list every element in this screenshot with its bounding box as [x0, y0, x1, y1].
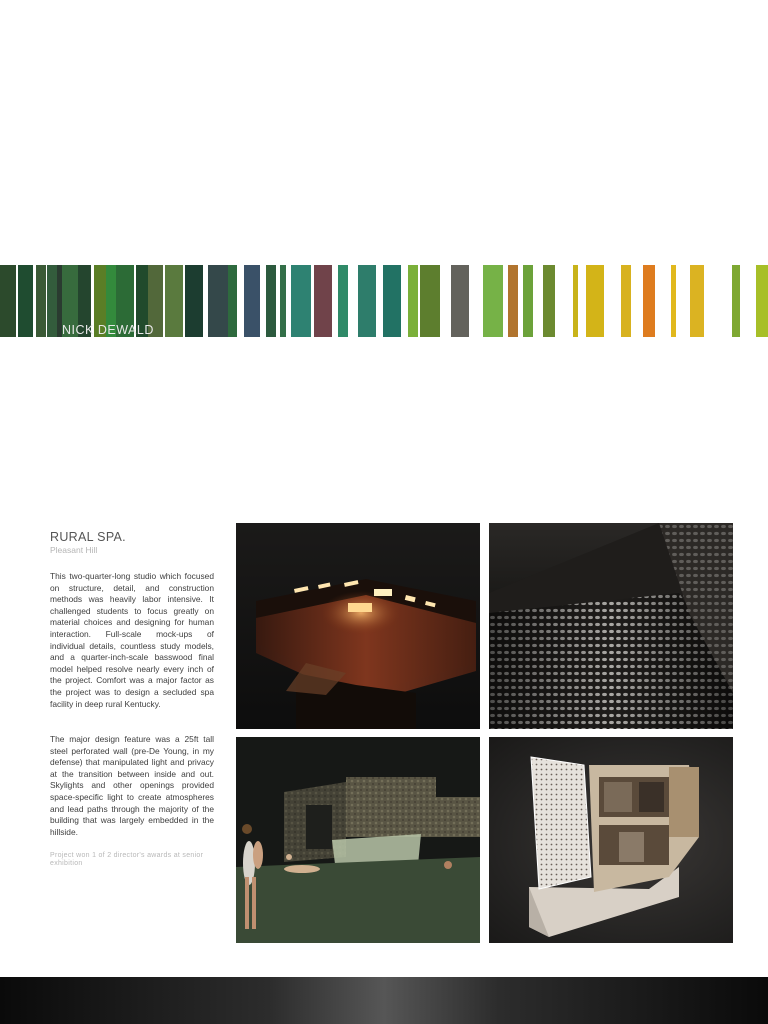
color-stripe [573, 265, 578, 337]
pool-render-image [236, 737, 480, 943]
award-note: Project won 1 of 2 director's awards at senior exhibition [50, 852, 204, 867]
color-stripe [671, 265, 676, 337]
color-stripe [483, 265, 503, 337]
section-model-image [489, 737, 733, 943]
color-stripe [314, 265, 332, 337]
color-stripe [358, 265, 376, 337]
color-stripe [383, 265, 401, 337]
color-stripe [36, 265, 46, 337]
color-stripe [165, 265, 183, 337]
color-stripe [291, 265, 311, 337]
color-stripe [508, 265, 518, 337]
color-stripe [643, 265, 655, 337]
photo-pool-render [236, 737, 480, 943]
color-stripe [690, 265, 704, 337]
color-stripe [18, 265, 33, 337]
night-model-image [236, 523, 480, 729]
color-stripe [523, 265, 533, 337]
perforated-wall-image [489, 523, 733, 729]
color-stripe [621, 265, 631, 337]
color-stripe [338, 265, 348, 337]
color-stripe [408, 265, 418, 337]
project-description-2: The major design feature was a 25ft tall steel perforated wall (pre-De Young, in my defense) that manipulated light and privacy at the transition between inside and out. Skylights and other openings provided space-specific light to create atmospheres and lead paths through the majority of the building that was largely embedded in the hillside. [50, 734, 214, 837]
color-stripe [543, 265, 555, 337]
color-stripe [732, 265, 740, 337]
photo-section-model [489, 737, 733, 943]
color-stripe [280, 265, 286, 337]
color-stripe [208, 265, 228, 337]
color-stripe [228, 265, 237, 337]
color-stripe [244, 265, 260, 337]
project-description-1: This two-quarter-long studio which focused on structure, detail, and construction methods was heavily labor intensive. It challenged students to focus greatly on material choices and designing for human interaction. Full-scale mock-ups of individual details, countless study models, and a quarter-inch-scale basswood final model helped resolve nearly every inch of the project. Comfort was a major factor as the project was to design a secluded spa facility in deep rural Kentucky. [50, 571, 214, 709]
color-stripe [586, 265, 604, 337]
photo-perforated-wall [489, 523, 733, 729]
author-name: NICK DEWALD [62, 323, 154, 337]
footer-bar [0, 977, 768, 1024]
color-stripe [420, 265, 440, 337]
photo-night-model [236, 523, 480, 729]
color-stripe [185, 265, 203, 337]
color-stripe [266, 265, 276, 337]
color-stripe [0, 265, 16, 337]
color-stripe [756, 265, 768, 337]
project-title: RURAL SPA. [50, 530, 126, 544]
project-location: Pleasant Hill [50, 545, 98, 555]
color-stripe [451, 265, 469, 337]
